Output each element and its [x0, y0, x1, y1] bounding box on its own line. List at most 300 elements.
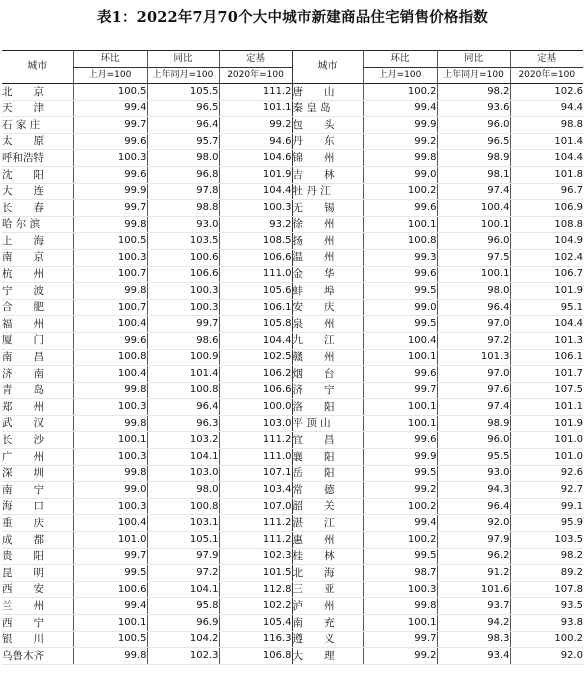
left-mom-cell: 99.8 — [73, 648, 147, 665]
right-fixed-cell: 107.8 — [510, 581, 583, 598]
left-fixed-cell: 102.2 — [219, 598, 292, 615]
left-mom-cell: 100.4 — [73, 366, 147, 383]
right-yoy-cell: 98.9 — [437, 150, 510, 167]
left-yoy-cell: 96.3 — [147, 415, 219, 432]
left-mom-cell: 99.8 — [73, 283, 147, 300]
left-city-cell: 合 肥 — [2, 299, 73, 316]
left-city-cell: 西 安 — [2, 581, 73, 598]
right-yoy-cell: 97.0 — [437, 366, 510, 383]
table-row — [2, 399, 583, 416]
left-fixed-cell: 106.6 — [219, 382, 292, 399]
right-city-cell: 安 庆 — [292, 299, 363, 316]
table-row — [2, 449, 583, 466]
left-mom-cell: 99.8 — [73, 415, 147, 432]
left-yoy-cell: 97.9 — [147, 548, 219, 565]
table-body — [2, 84, 583, 665]
left-city-cell: 呼和浩特 — [2, 150, 73, 167]
left-yoy-cell: 105.1 — [147, 532, 219, 549]
left-yoy-cell: 103.5 — [147, 233, 219, 250]
right-fixed-cell: 98.8 — [510, 117, 583, 134]
right-yoy-cell: 101.6 — [437, 581, 510, 598]
right-mom-cell: 99.2 — [363, 482, 437, 499]
left-yoy-cell: 100.3 — [147, 283, 219, 300]
left-fixed-cell: 116.3 — [219, 631, 292, 648]
left-mom-cell: 99.7 — [73, 117, 147, 134]
left-fixed-cell: 106.1 — [219, 299, 292, 316]
right-city-cell: 九 江 — [292, 332, 363, 349]
left-fixed-cell: 103.0 — [219, 415, 292, 432]
right-yoy-cell: 93.6 — [437, 100, 510, 117]
left-mom-cell: 99.4 — [73, 598, 147, 615]
table-row — [2, 349, 583, 366]
right-city-cell: 桂 林 — [292, 548, 363, 565]
right-city-cell: 襄 阳 — [292, 449, 363, 466]
table-row — [2, 233, 583, 250]
left-mom-cell: 99.7 — [73, 200, 147, 217]
right-city-cell: 烟 台 — [292, 366, 363, 383]
right-yoy-cell: 100.4 — [437, 200, 510, 217]
header-fixed-base-left: 2020年=100 — [219, 68, 292, 84]
table-row — [2, 299, 583, 316]
left-fixed-cell: 94.6 — [219, 133, 292, 150]
table-row — [2, 150, 583, 167]
left-city-cell: 沈 阳 — [2, 166, 73, 183]
right-fixed-cell: 92.0 — [510, 648, 583, 665]
right-mom-cell: 99.8 — [363, 150, 437, 167]
right-mom-cell: 100.2 — [363, 84, 437, 101]
table-row — [2, 598, 583, 615]
left-mom-cell: 101.0 — [73, 532, 147, 549]
left-fixed-cell: 111.2 — [219, 532, 292, 549]
right-fixed-cell: 101.7 — [510, 366, 583, 383]
left-mom-cell: 99.6 — [73, 133, 147, 150]
left-yoy-cell: 105.5 — [147, 84, 219, 101]
left-mom-cell: 100.7 — [73, 299, 147, 316]
left-mom-cell: 100.4 — [73, 515, 147, 532]
left-mom-cell: 100.5 — [73, 233, 147, 250]
left-yoy-cell: 103.1 — [147, 515, 219, 532]
right-fixed-cell: 102.4 — [510, 249, 583, 266]
left-yoy-cell: 93.0 — [147, 216, 219, 233]
right-fixed-cell: 92.7 — [510, 482, 583, 499]
table-row — [2, 316, 583, 333]
left-fixed-cell: 104.4 — [219, 183, 292, 200]
left-yoy-cell: 96.5 — [147, 100, 219, 117]
left-yoy-cell: 102.3 — [147, 648, 219, 665]
header-mom-base-right: 上月=100 — [363, 68, 437, 84]
left-city-cell: 福 州 — [2, 316, 73, 333]
header-fixed-left: 定基 — [219, 51, 292, 68]
right-yoy-cell: 97.0 — [437, 316, 510, 333]
left-yoy-cell: 95.7 — [147, 133, 219, 150]
right-mom-cell: 100.1 — [363, 615, 437, 632]
right-city-cell: 南 充 — [292, 615, 363, 632]
left-city-cell: 青 岛 — [2, 382, 73, 399]
table-row — [2, 382, 583, 399]
right-yoy-cell: 101.3 — [437, 349, 510, 366]
right-fixed-cell: 101.3 — [510, 332, 583, 349]
left-mom-cell: 100.4 — [73, 316, 147, 333]
right-city-cell: 温 州 — [292, 249, 363, 266]
right-mom-cell: 99.9 — [363, 117, 437, 134]
left-mom-cell: 100.3 — [73, 399, 147, 416]
right-city-cell: 唐 山 — [292, 84, 363, 101]
right-yoy-cell: 96.4 — [437, 498, 510, 515]
left-mom-cell: 100.3 — [73, 449, 147, 466]
header-city-left: 城市 — [2, 51, 73, 84]
right-yoy-cell: 92.0 — [437, 515, 510, 532]
right-yoy-cell: 98.2 — [437, 84, 510, 101]
left-yoy-cell: 103.2 — [147, 432, 219, 449]
left-city-cell: 长 春 — [2, 200, 73, 217]
left-yoy-cell: 96.4 — [147, 117, 219, 134]
right-fixed-cell: 99.1 — [510, 498, 583, 515]
right-city-cell: 锦 州 — [292, 150, 363, 167]
right-yoy-cell: 98.3 — [437, 631, 510, 648]
left-fixed-cell: 102.5 — [219, 349, 292, 366]
right-fixed-cell: 93.5 — [510, 598, 583, 615]
left-fixed-cell: 101.5 — [219, 565, 292, 582]
right-yoy-cell: 97.9 — [437, 532, 510, 549]
right-fixed-cell: 103.5 — [510, 532, 583, 549]
right-city-cell: 宜 昌 — [292, 432, 363, 449]
right-fixed-cell: 106.7 — [510, 266, 583, 283]
right-city-cell: 韶 关 — [292, 498, 363, 515]
right-mom-cell: 99.5 — [363, 548, 437, 565]
left-yoy-cell: 100.6 — [147, 249, 219, 266]
left-fixed-cell: 99.2 — [219, 117, 292, 134]
table-row — [2, 183, 583, 200]
left-mom-cell: 100.7 — [73, 266, 147, 283]
right-mom-cell: 99.5 — [363, 465, 437, 482]
left-mom-cell: 99.8 — [73, 465, 147, 482]
right-city-cell: 洛 阳 — [292, 399, 363, 416]
right-mom-cell: 99.8 — [363, 598, 437, 615]
right-city-cell: 金 华 — [292, 266, 363, 283]
left-fixed-cell: 106.6 — [219, 249, 292, 266]
right-yoy-cell: 91.2 — [437, 565, 510, 582]
left-yoy-cell: 101.4 — [147, 366, 219, 383]
left-city-cell: 南 宁 — [2, 482, 73, 499]
right-mom-cell: 100.3 — [363, 581, 437, 598]
right-mom-cell: 100.2 — [363, 498, 437, 515]
left-yoy-cell: 104.1 — [147, 581, 219, 598]
right-yoy-cell: 98.1 — [437, 166, 510, 183]
right-city-cell: 徐 州 — [292, 216, 363, 233]
right-city-cell: 赣 州 — [292, 349, 363, 366]
right-yoy-cell: 96.0 — [437, 117, 510, 134]
right-mom-cell: 99.6 — [363, 366, 437, 383]
right-city-cell: 包 头 — [292, 117, 363, 134]
left-city-cell: 昆 明 — [2, 565, 73, 582]
right-yoy-cell: 93.7 — [437, 598, 510, 615]
left-mom-cell: 100.1 — [73, 615, 147, 632]
left-yoy-cell: 104.1 — [147, 449, 219, 466]
left-fixed-cell: 105.6 — [219, 283, 292, 300]
header-yoy-right: 同比 — [437, 51, 510, 68]
header-mom-left: 环比 — [73, 51, 147, 68]
right-yoy-cell: 95.5 — [437, 449, 510, 466]
right-yoy-cell: 100.1 — [437, 266, 510, 283]
left-fixed-cell: 104.4 — [219, 332, 292, 349]
table-row — [2, 117, 583, 134]
right-city-cell: 遵 义 — [292, 631, 363, 648]
right-yoy-cell: 97.5 — [437, 249, 510, 266]
left-city-cell: 南 京 — [2, 249, 73, 266]
left-yoy-cell: 100.3 — [147, 299, 219, 316]
right-city-cell: 惠 州 — [292, 532, 363, 549]
left-city-cell: 太 原 — [2, 133, 73, 150]
right-mom-cell: 99.3 — [363, 249, 437, 266]
right-yoy-cell: 98.0 — [437, 283, 510, 300]
left-yoy-cell: 100.9 — [147, 349, 219, 366]
right-mom-cell: 99.5 — [363, 316, 437, 333]
left-fixed-cell: 111.2 — [219, 432, 292, 449]
right-fixed-cell: 102.6 — [510, 84, 583, 101]
right-fixed-cell: 100.2 — [510, 631, 583, 648]
right-fixed-cell: 106.1 — [510, 349, 583, 366]
left-mom-cell: 99.7 — [73, 548, 147, 565]
left-yoy-cell: 104.2 — [147, 631, 219, 648]
table-row — [2, 332, 583, 349]
left-city-cell: 上 海 — [2, 233, 73, 250]
right-yoy-cell: 94.2 — [437, 615, 510, 632]
left-city-cell: 广 州 — [2, 449, 73, 466]
right-city-cell: 吉 林 — [292, 166, 363, 183]
right-city-cell: 丹 东 — [292, 133, 363, 150]
left-mom-cell: 100.5 — [73, 84, 147, 101]
left-city-cell: 石 家 庄 — [2, 117, 73, 134]
left-yoy-cell: 98.8 — [147, 200, 219, 217]
left-city-cell: 郑 州 — [2, 399, 73, 416]
header-yoy-left: 同比 — [147, 51, 219, 68]
table-row — [2, 548, 583, 565]
left-fixed-cell: 100.0 — [219, 399, 292, 416]
right-mom-cell: 99.4 — [363, 515, 437, 532]
table-row — [2, 249, 583, 266]
right-yoy-cell: 93.4 — [437, 648, 510, 665]
left-fixed-cell: 111.0 — [219, 266, 292, 283]
table-row — [2, 532, 583, 549]
table-row — [2, 366, 583, 383]
right-yoy-cell: 94.3 — [437, 482, 510, 499]
right-mom-cell: 99.7 — [363, 382, 437, 399]
left-city-cell: 西 宁 — [2, 615, 73, 632]
left-mom-cell: 99.8 — [73, 216, 147, 233]
right-mom-cell: 99.2 — [363, 648, 437, 665]
left-city-cell: 杭 州 — [2, 266, 73, 283]
price-index-table — [2, 50, 583, 665]
left-yoy-cell: 100.8 — [147, 498, 219, 515]
right-mom-cell: 99.6 — [363, 266, 437, 283]
left-fixed-cell: 105.4 — [219, 615, 292, 632]
right-city-cell: 无 锡 — [292, 200, 363, 217]
right-city-cell: 秦 皇 岛 — [292, 100, 363, 117]
left-fixed-cell: 112.8 — [219, 581, 292, 598]
left-mom-cell: 100.3 — [73, 249, 147, 266]
right-yoy-cell: 93.0 — [437, 465, 510, 482]
header-yoy-base-right: 上年同月=100 — [437, 68, 510, 84]
right-yoy-cell: 96.0 — [437, 233, 510, 250]
table-row — [2, 200, 583, 217]
left-yoy-cell: 98.6 — [147, 332, 219, 349]
right-fixed-cell: 104.4 — [510, 316, 583, 333]
left-fixed-cell: 101.9 — [219, 166, 292, 183]
right-mom-cell: 99.6 — [363, 200, 437, 217]
right-yoy-cell: 97.2 — [437, 332, 510, 349]
left-mom-cell: 100.3 — [73, 498, 147, 515]
right-mom-cell: 100.2 — [363, 532, 437, 549]
right-fixed-cell: 108.8 — [510, 216, 583, 233]
left-fixed-cell: 111.2 — [219, 515, 292, 532]
right-city-cell: 泉 州 — [292, 316, 363, 333]
table-row — [2, 498, 583, 515]
table-row — [2, 84, 583, 101]
right-mom-cell: 99.0 — [363, 166, 437, 183]
left-mom-cell: 99.9 — [73, 183, 147, 200]
right-fixed-cell: 98.2 — [510, 548, 583, 565]
left-city-cell: 长 沙 — [2, 432, 73, 449]
right-fixed-cell: 104.4 — [510, 150, 583, 167]
right-yoy-cell: 98.9 — [437, 415, 510, 432]
right-fixed-cell: 93.8 — [510, 615, 583, 632]
right-mom-cell: 100.1 — [363, 415, 437, 432]
right-mom-cell: 99.4 — [363, 100, 437, 117]
right-fixed-cell: 92.6 — [510, 465, 583, 482]
left-fixed-cell: 106.8 — [219, 648, 292, 665]
left-yoy-cell: 96.9 — [147, 615, 219, 632]
left-mom-cell: 99.8 — [73, 382, 147, 399]
left-city-cell: 银 川 — [2, 631, 73, 648]
left-fixed-cell: 107.1 — [219, 465, 292, 482]
left-city-cell: 海 口 — [2, 498, 73, 515]
right-yoy-cell: 96.0 — [437, 432, 510, 449]
right-mom-cell: 99.6 — [363, 432, 437, 449]
right-mom-cell: 99.5 — [363, 283, 437, 300]
right-fixed-cell: 101.8 — [510, 166, 583, 183]
table-row — [2, 465, 583, 482]
left-fixed-cell: 111.0 — [219, 449, 292, 466]
table-title: 表1：2022年7月70个大中城市新建商品住宅销售价格指数 — [96, 9, 488, 26]
left-mom-cell: 100.3 — [73, 150, 147, 167]
left-yoy-cell: 95.8 — [147, 598, 219, 615]
right-yoy-cell: 96.5 — [437, 133, 510, 150]
left-mom-cell: 100.1 — [73, 432, 147, 449]
left-mom-cell: 99.0 — [73, 482, 147, 499]
left-mom-cell: 100.6 — [73, 581, 147, 598]
left-fixed-cell: 101.1 — [219, 100, 292, 117]
table-row — [2, 581, 583, 598]
left-city-cell: 兰 州 — [2, 598, 73, 615]
left-fixed-cell: 93.2 — [219, 216, 292, 233]
header-mom-base-left: 上月=100 — [73, 68, 147, 84]
right-city-cell: 常 德 — [292, 482, 363, 499]
table-row — [2, 615, 583, 632]
left-city-cell: 天 津 — [2, 100, 73, 117]
left-city-cell: 乌鲁木齐 — [2, 648, 73, 665]
left-city-cell: 深 圳 — [2, 465, 73, 482]
left-yoy-cell: 99.7 — [147, 316, 219, 333]
right-mom-cell: 100.1 — [363, 399, 437, 416]
right-mom-cell: 100.2 — [363, 183, 437, 200]
right-city-cell: 扬 州 — [292, 233, 363, 250]
table-row — [2, 283, 583, 300]
right-fixed-cell: 101.9 — [510, 283, 583, 300]
table-row — [2, 515, 583, 532]
left-city-cell: 大 连 — [2, 183, 73, 200]
header-city-right: 城市 — [292, 51, 363, 84]
right-city-cell: 平 顶 山 — [292, 415, 363, 432]
right-fixed-cell: 106.9 — [510, 200, 583, 217]
right-fixed-cell: 101.0 — [510, 432, 583, 449]
left-fixed-cell: 105.8 — [219, 316, 292, 333]
left-yoy-cell: 98.0 — [147, 150, 219, 167]
header-fixed-base-right: 2020年=100 — [510, 68, 583, 84]
right-city-cell: 北 海 — [292, 565, 363, 582]
right-city-cell: 大 理 — [292, 648, 363, 665]
table-row — [2, 166, 583, 183]
left-fixed-cell: 111.2 — [219, 84, 292, 101]
table-row — [2, 133, 583, 150]
left-fixed-cell: 106.2 — [219, 366, 292, 383]
table-row — [2, 482, 583, 499]
right-mom-cell: 99.7 — [363, 631, 437, 648]
right-fixed-cell: 95.9 — [510, 515, 583, 532]
right-mom-cell: 99.9 — [363, 449, 437, 466]
right-fixed-cell: 107.5 — [510, 382, 583, 399]
left-mom-cell: 99.6 — [73, 332, 147, 349]
left-city-cell: 厦 门 — [2, 332, 73, 349]
right-fixed-cell: 101.4 — [510, 133, 583, 150]
right-fixed-cell: 95.1 — [510, 299, 583, 316]
left-fixed-cell: 104.6 — [219, 150, 292, 167]
left-fixed-cell: 102.3 — [219, 548, 292, 565]
left-yoy-cell: 103.0 — [147, 465, 219, 482]
right-city-cell: 济 宁 — [292, 382, 363, 399]
header-yoy-base-left: 上年同月=100 — [147, 68, 219, 84]
table-row — [2, 100, 583, 117]
right-mom-cell: 100.1 — [363, 349, 437, 366]
right-yoy-cell: 96.4 — [437, 299, 510, 316]
left-yoy-cell: 106.6 — [147, 266, 219, 283]
right-yoy-cell: 97.6 — [437, 382, 510, 399]
right-city-cell: 蚌 埠 — [292, 283, 363, 300]
left-city-cell: 武 汉 — [2, 415, 73, 432]
right-city-cell: 三 亚 — [292, 581, 363, 598]
left-yoy-cell: 100.8 — [147, 382, 219, 399]
left-city-cell: 济 南 — [2, 366, 73, 383]
right-city-cell: 岳 阳 — [292, 465, 363, 482]
right-mom-cell: 99.2 — [363, 133, 437, 150]
right-fixed-cell: 101.1 — [510, 399, 583, 416]
right-mom-cell: 100.4 — [363, 332, 437, 349]
table-row — [2, 415, 583, 432]
left-yoy-cell: 96.4 — [147, 399, 219, 416]
left-city-cell: 北 京 — [2, 84, 73, 101]
left-fixed-cell: 107.0 — [219, 498, 292, 515]
right-fixed-cell: 89.2 — [510, 565, 583, 582]
left-city-cell: 重 庆 — [2, 515, 73, 532]
right-yoy-cell: 97.4 — [437, 183, 510, 200]
right-mom-cell: 100.8 — [363, 233, 437, 250]
left-city-cell: 贵 阳 — [2, 548, 73, 565]
left-mom-cell: 99.4 — [73, 100, 147, 117]
table-row — [2, 266, 583, 283]
right-yoy-cell: 97.4 — [437, 399, 510, 416]
right-city-cell: 牡 丹 江 — [292, 183, 363, 200]
left-yoy-cell: 98.0 — [147, 482, 219, 499]
right-fixed-cell: 96.7 — [510, 183, 583, 200]
